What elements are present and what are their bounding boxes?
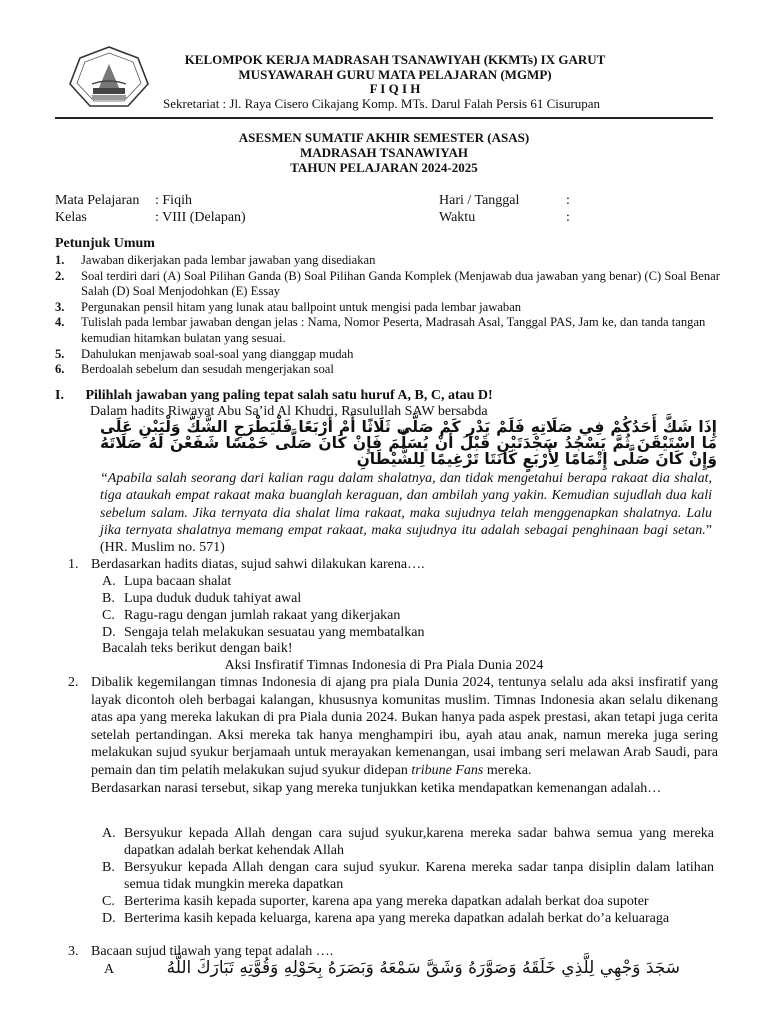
header-line-3: F I Q I H (369, 81, 421, 96)
question-3: 3. Bacaan sujud tilawah yang tepat adalah …. (68, 944, 334, 959)
hadith-translation: “Apabila salah seorang dari kalian ragu dalam shalatnya, dan tidak mengetahui berapa rakaat dia shalat, tiga ataukah empat rakaat maka buanglah keraguan, dan ambilah yang yakin. Kemudian sujudlah dua kali sebelum salam. Jika ternyata dia shalat lima rakaat, maka sujudnya telah menggenapkan shalatnya. Lalu jika ternyata shalatnya memang empat rakaat, maka sujudnya itu adalah sebagai penghinaan bagi setan.” (HR. Muslim no. 571) (100, 471, 712, 556)
hari-label: Hari / Tanggal (439, 193, 520, 208)
reading-prompt: Bacalah teks berikut dengan baik! (102, 641, 293, 656)
waktu-value: : (566, 210, 570, 225)
q2-passage: Dibalik kegemilangan timnas Indonesia di ajang pra piala Dunia 2024, tentunya selalu ada aksi insfiratif yang layak dicontoh oleh berbagai kalangan, khususnya komunitas muslim. Timnas Indonesia akan selalu dikenang atas apa yang mereka lakukan di pra Piala dunia 2024. Bukan hanya pada aspek prestasi, akan tetapi juga cerita setelah pertandingan. Aksi mereka tak hanya menghampiri ibu, ayah atau anak, namun mereka juga sering melakukan sujud syukur berjamaah untuk merayakan kemenangan, usai imbang seri melawan Arab Saudi, para pemain dan tim pelatih melakukan sujud syukur didepan tribune Fans mereka. (91, 675, 718, 778)
q3-option-a-arabic[interactable]: سَجَدَ وَجْهِي لِلَّذِي خَلَقَهُ وَصَوَّرَهُ وَشَقَّ سَمْعَهُ وَبَصَرَهُ بِحَوْلِهِ وَقُوَّتِهِ تَبَارَكَ اللَّهُ (166, 958, 680, 978)
header-line-1: KELOMPOK KERJA MADRASAH TSANAWIYAH (KKMTs) IX GARUT (184, 52, 606, 67)
question-1: 1. Berdasarkan hadits diatas, sujud sahwi dilakukan karena…. (68, 557, 425, 572)
q2-option-b[interactable]: B. Bersyukur kepada Allah dengan cara sujud syukur. Karena mereka sadar tanpa disiplin dalam latihan semua tidak mungkin mereka dapatkan (102, 860, 714, 893)
mapel-value: : Fiqih (155, 193, 192, 208)
waktu-label: Waktu (439, 210, 476, 225)
kelas-value: : VIII (Delapan) (155, 210, 246, 225)
header-divider (55, 117, 713, 119)
petunjuk-item: 6. Berdoalah sebelum dan sesudah mengerjakan soal (55, 362, 334, 377)
hadith-intro: Dalam hadits Riwayat Abu Sa’id Al Khudri, Rasulullah SAW bersabda (90, 404, 488, 419)
q2-question: Berdasarkan narasi tersebut, sikap yang mereka tunjukkan ketika mendapatkan kemenangan adalah… (91, 780, 662, 796)
petunjuk-item: 1. Jawaban dikerjakan pada lembar jawaban yang disediakan (55, 253, 376, 267)
petunjuk-item: 2. Soal terdiri dari (A) Soal Pilihan Ganda (B) Soal Pilihan Ganda Komplek (Menjawab dua jawaban yang benar) (C) Soal Benar Salah (D) Soal Menjodohkan (E) Essay (55, 268, 720, 299)
hadith-arabic: إِذَا شَكَّ أَحَدُكُمْ فِي صَلَاتِهِ فَلَمْ يَدْرِ كَمْ صَلَّى ثَلَاثًا أَمْ أَرْبَعًا فَلْيَطْرَحِ الشَّكَّ وَلْيَبْنِ عَلَى مَا اسْتَيْقَنَ ثُمَّ يَسْجُدُ سَجْدَتَيْنِ قَبْلَ أَنْ يُسَلِّمَ فَإِنْ كَانَ صَلَّى خَمْسًا شَفَعْنَ لَهُ صَلَاتَهُ وَإِنْ كَانَ صَلَّى إِتْمَامًا لِأَرْبَعٍ كَانَتَا تَرْغِيمًا لِلشَّيْطَانِ (100, 418, 717, 468)
question-2: 2. Dibalik kegemilangan timnas Indonesia di ajang pra piala Dunia 2024, tentunya selalu ada aksi insfiratif yang layak dicontoh oleh berbagai kalangan, khususnya komunitas muslim. Timnas Indonesia akan selalu dikenang atas apa yang mereka lakukan di pra Piala dunia 2024. Bukan hanya pada aspek prestasi, akan tetapi juga cerita setelah pertandingan. Aksi mereka tak hanya menghampiri ibu, ayah atau anak, namun mereka juga sering melakukan sujud syukur berjamaah untuk merayakan kemenangan, usai imbang seri melawan Arab Saudi, para pemain dan tim pelatih melakukan sujud syukur didepan tribune Fans mereka. Berdasarkan narasi tersebut, sikap yang mereka tunjukkan ketika mendapatkan kemenangan adalah… (68, 675, 718, 796)
petunjuk-item: 3. Pergunakan pensil hitam yang lunak atau ballpoint untuk mengisi pada lembar jawaban (55, 299, 522, 314)
exam-subtitle: MADRASAH TSANAWIYAH (300, 145, 468, 160)
petunjuk-list (55, 253, 720, 378)
petunjuk-item: 4. Tulislah pada lembar jawaban dengan jelas : Nama, Nomor Peserta, Madrasah Asal, Tanggal PAS, Jam ke, dan tanda tangan kemudian hitamkan bulatan yang sesuai. (55, 315, 706, 345)
header-line-2: MUSYAWARAH GURU MATA PELAJARAN (MGMP) (238, 67, 552, 82)
q2-option-c[interactable]: C. Berterima kasih kepada suporter, karena apa yang mereka dapatkan adalah berkat doa supoter (102, 894, 649, 909)
petunjuk-item: 5. Dahulukan menjawab soal-soal yang dianggap mudah (55, 346, 354, 361)
q2-option-a[interactable]: A. Bersyukur kepada Allah dengan cara sujud syukur,karena mereka sadar bahwa semua yang mereka dapatkan adalah berkat kehendak Allah (102, 826, 714, 859)
exam-year: TAHUN PELAJARAN 2024-2025 (290, 160, 478, 175)
reading-title: Aksi Insfiratif Timnas Indonesia di Pra Piala Dunia 2024 (224, 658, 544, 673)
kemenag-logo-icon (62, 44, 156, 110)
q1-option-c[interactable]: C. Ragu-ragu dengan jumlah rakaat yang dikerjakan (102, 608, 401, 623)
secretariat-address: Sekretariat : Jl. Raya Cisero Cikajang Komp. MTs. Darul Falah Persis 61 Cisurupan (163, 96, 601, 111)
exam-title: ASESMEN SUMATIF AKHIR SEMESTER (ASAS) (238, 130, 530, 145)
q2-option-d[interactable]: D. Berterima kasih kepada keluarga, karena apa yang mereka dapatkan adalah berkat do’a keluaraga (102, 911, 670, 926)
section-heading: I. Pilihlah jawaban yang paling tepat salah satu huruf A, B, C, atau D! (55, 388, 493, 403)
kelas-label: Kelas (55, 210, 87, 225)
petunjuk-heading: Petunjuk Umum (55, 236, 155, 251)
q1-option-a[interactable]: A. Lupa bacaan shalat (102, 574, 232, 589)
hari-value: : (566, 193, 570, 208)
q1-option-d[interactable]: D. Sengaja telah melakukan sesuatau yang membatalkan (102, 625, 425, 640)
q1-option-b[interactable]: B. Lupa duduk duduk tahiyat awal (102, 591, 302, 606)
q3-option-a-letter[interactable]: A (104, 962, 115, 977)
mapel-label: Mata Pelajaran (55, 193, 140, 208)
